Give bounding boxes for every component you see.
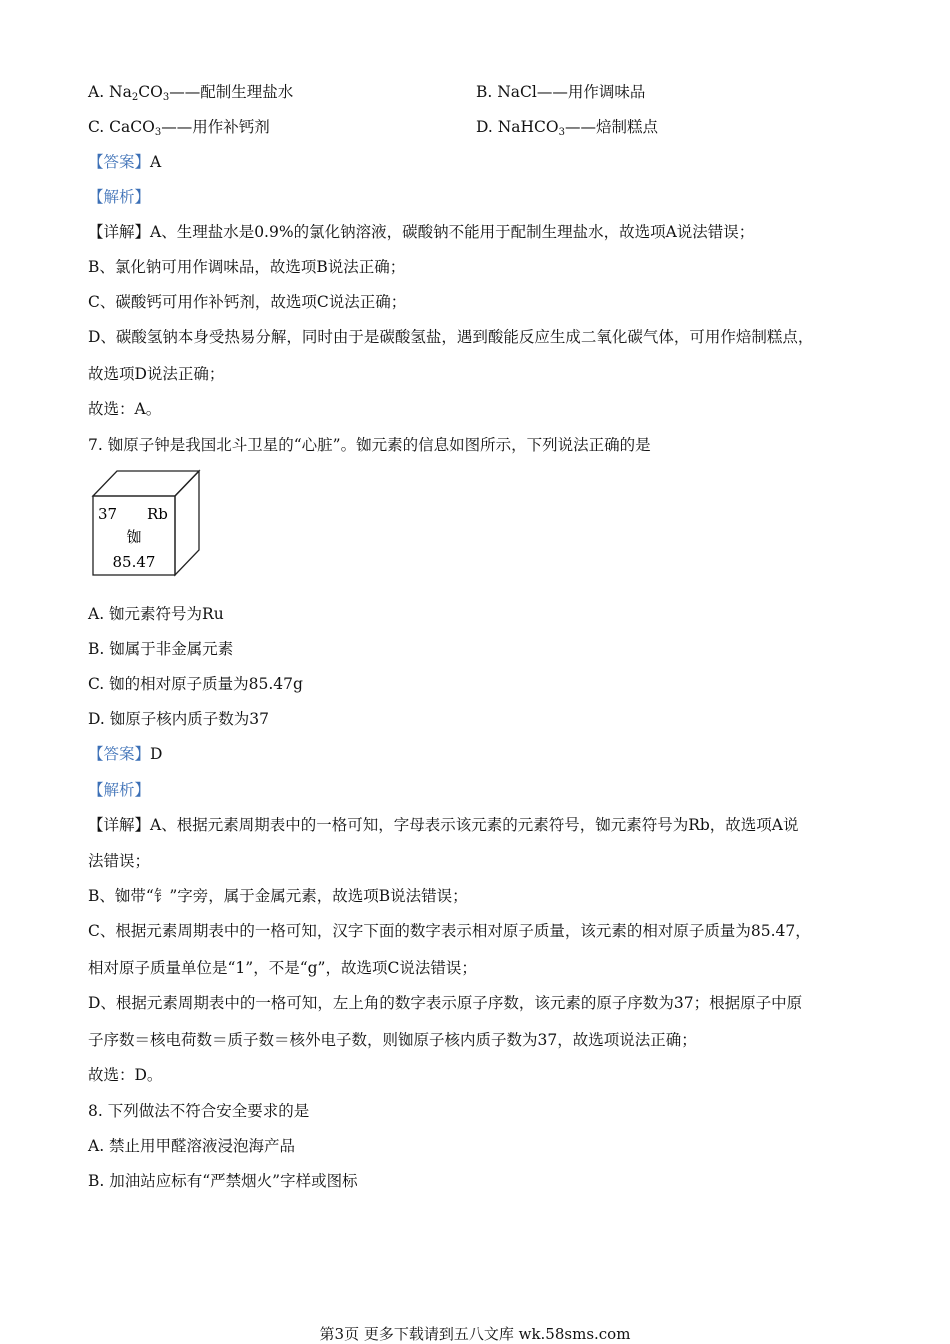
q7-option-b: B. 铷属于非金属元素 xyxy=(88,640,234,658)
q6-detail-line: C、碳酸钙可用作补钙剂，故选项C说法正确； xyxy=(88,293,407,311)
q8-option-a: A. 禁止用甲醛溶液浸泡海产品 xyxy=(88,1137,296,1155)
q6-detail-line: D、碳酸氢钠本身受热易分解，同时由于是碳酸氢盐，遇到酸能反应生成二氧化碳气体，可用作焙制糕点， xyxy=(88,328,814,346)
q7-detail-line: 【详解】A、根据元素周期表中的一格可知，字母表示该元素的元素符号，铷元素符号为Rb，故选项A说 xyxy=(88,816,799,834)
q8-question: 8. 下列做法不符合安全要求的是 xyxy=(88,1102,310,1120)
q6-option-d: D. NaHCO$_3$——焙制糕点 xyxy=(476,118,659,138)
q6-option-b: B. NaCl——用作调味品 xyxy=(476,83,646,101)
q7-detail-line: B、铷带“钅”字旁，属于金属元素，故选项B说法错误； xyxy=(88,887,468,905)
q7-detail-line: 法错误； xyxy=(88,852,151,870)
q6-detail-line: B、氯化钠可用作调味品，故选项B说法正确； xyxy=(88,258,406,276)
q6-option-c: C. CaCO$_3$——用作补钙剂 xyxy=(88,118,270,138)
q6-analysis-tag: 【解析】 xyxy=(88,188,151,206)
q7-detail-line: C、根据元素周期表中的一格可知，汉字下面的数字表示相对原子质量，该元素的相对原子质量为85.47， xyxy=(88,922,811,940)
answer-tag: 【答案】 xyxy=(88,745,151,763)
element-mass: 85.47 xyxy=(112,553,156,571)
q7-analysis-tag: 【解析】 xyxy=(88,781,151,799)
element-number: 37 xyxy=(98,505,118,523)
q8-option-b: B. 加油站应标有“严禁烟火”字样或图标 xyxy=(88,1172,358,1190)
answer-value: D xyxy=(150,745,163,763)
element-symbol: Rb xyxy=(147,505,168,523)
q7-detail-line: 子序数＝核电荷数＝质子数＝核外电子数，则铷原子核内质子数为37，故选项说法正确； xyxy=(88,1031,697,1049)
q6-answer xyxy=(88,152,161,172)
answer-tag: 【答案】 xyxy=(88,153,151,171)
element-name: 铷 xyxy=(126,528,142,546)
q6-option-a: A. $Na_2CO_3——$配制生理盐水 xyxy=(88,83,294,103)
q6-detail-line: 故选项D说法正确； xyxy=(88,365,225,383)
q7-option-d: D. 铷原子核内质子数为37 xyxy=(88,710,269,728)
q7-option-c: C. 铷的相对原子质量为85.47g xyxy=(88,675,303,693)
q7-answer xyxy=(88,744,162,764)
q6-detail-line: 【详解】A、生理盐水是0.9%的氯化钠溶液，碳酸钠不能用于配制生理盐水，故选项A说法错误； xyxy=(88,223,755,241)
q6-detail-line: 故选：A。 xyxy=(88,400,162,418)
q7-option-a: A. 铷元素符号为Ru xyxy=(88,605,224,623)
q7-detail-line: D、根据元素周期表中的一格可知，左上角的数字表示原子序数，该元素的原子序数为37；根据原子中原 xyxy=(88,994,803,1012)
answer-value: A xyxy=(150,153,162,171)
q7-detail-line: 故选：D。 xyxy=(88,1066,163,1084)
q7-detail-line: 相对原子质量单位是“1”，不是“g”，故选项C说法错误； xyxy=(88,959,477,977)
element-cell-cube xyxy=(90,468,202,578)
page-footer: 第3页 更多下载请到五八文库 wk.58sms.com xyxy=(319,1325,631,1343)
q7-question: 7. 铷原子钟是我国北斗卫星的“心脏”。铷元素的信息如图所示，下列说法正确的是 xyxy=(88,436,651,454)
